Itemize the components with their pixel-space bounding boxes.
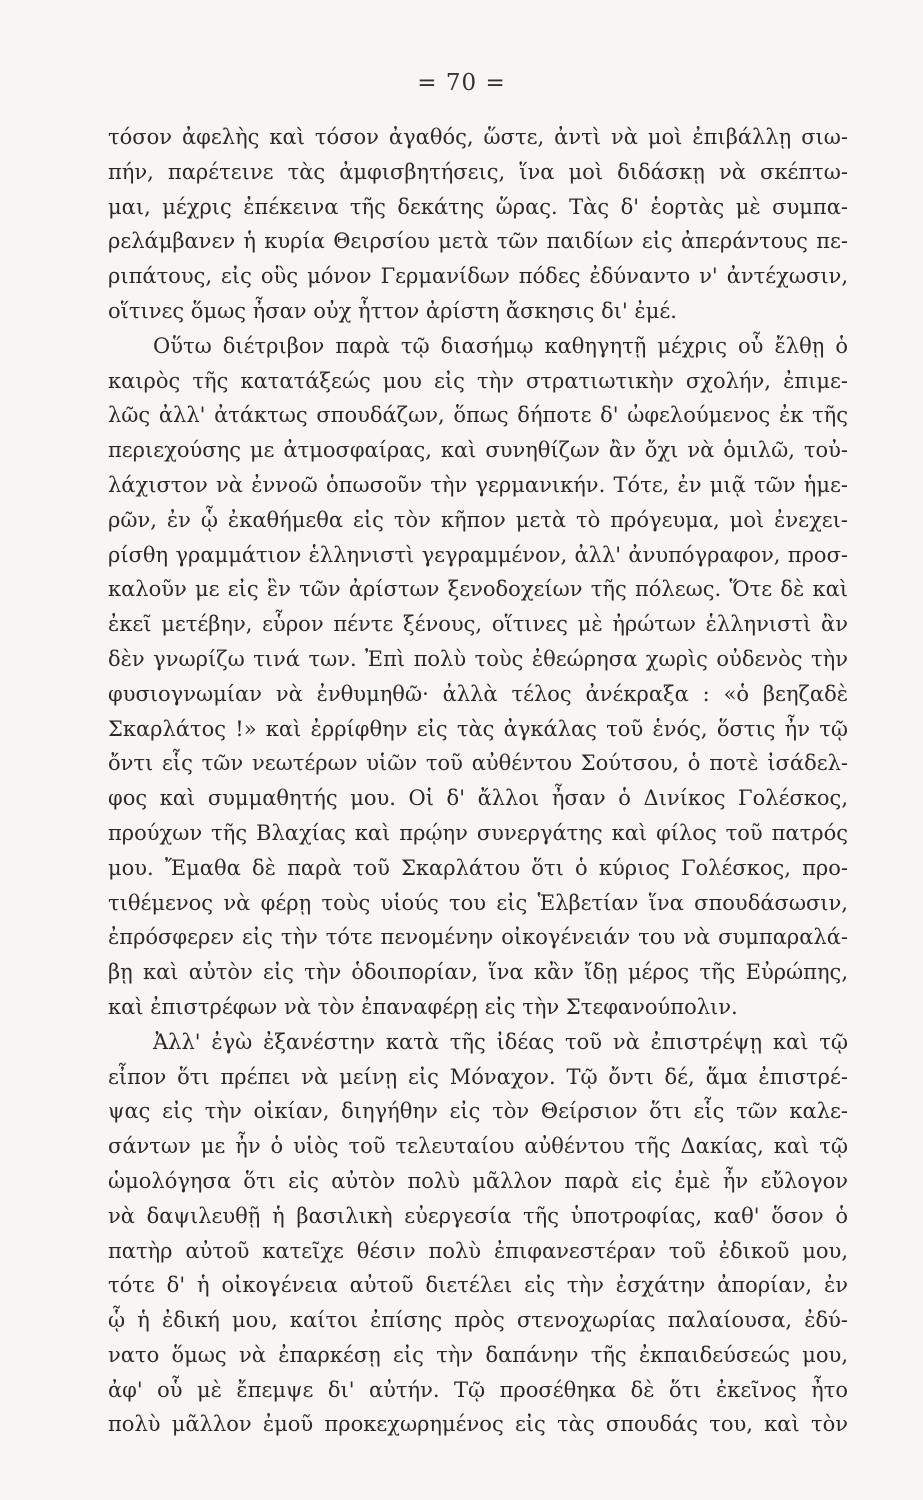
text-line: βῃ καὶ αὐτὸν εἰς τὴν ὁδοιπορίαν, ἵνα κἂν ἴδῃ μέρος τῆς Εὐρώπης, — [108, 960, 848, 985]
text-line: νὰ δαψιλευθῇ ἡ βασιλικὴ εὐεργεσία τῆς ὑποτροφίας, καθ' ὅσον ὁ — [108, 1203, 848, 1228]
text-line: τιθέμενος νὰ φέρῃ τοὺς υἱούς του εἰς Ἑλβετίαν ἵνα σπουδάσωσιν, — [108, 890, 848, 915]
text-line: τόσον ἀφελὴς καὶ τόσον ἀγαθός, ὥστε, ἀντὶ νὰ μοὶ ἐπιβάλλῃ σιω- — [108, 125, 848, 149]
text-line: ρελάμβανεν ἡ κυρία Θειρσίου μετὰ τῶν παιδίων εἰς ἀπεράντους πε- — [108, 229, 848, 254]
text-line: ᾧ ἡ ἐδική μου, καίτοι ἐπίσης πρὸς στενοχωρίας παλαίουσα, ἐδύ- — [108, 1308, 848, 1333]
text-line: καλοῦν με εἰς ἓν τῶν ἀρίστων ξενοδοχείων τῆς πόλεως. Ὅτε δὲ καὶ — [108, 577, 848, 602]
text-line: καιρὸς τῆς κατατάξεώς μου εἰς τὴν στρατιωτικὴν σχολήν, ἐπιμε- — [108, 368, 848, 393]
text-line: δὲν γνωρίζω τινά των. Ἐπὶ πολὺ τοὺς ἐθεώρησα χωρὶς οὐδενὸς τὴν — [108, 646, 848, 671]
text-line: νατο ὅμως νὰ ἐπαρκέσῃ εἰς τὴν δαπάνην τῆς ἐκπαιδεύσεώς μου, — [108, 1342, 848, 1367]
text-line: ὡμολόγησα ὅτι εἰς αὐτὸν πολὺ μᾶλλον παρὰ εἰς ἐμὲ ἦν εὔλογον — [108, 1168, 848, 1193]
text-line: περιεχούσης με ἀτμοσφαίρας, καὶ συνηθίζων ἂν ὄχι νὰ ὁμιλῶ, τοὐ- — [108, 438, 848, 463]
text-line: λῶς ἀλλ' ἀτάκτως σπουδάζων, ὅπως δήποτε δ' ὠφελούμενος ἐκ τῆς — [108, 403, 848, 428]
page-number: = 70 = — [417, 70, 506, 96]
body-text — [108, 120, 848, 1442]
text-line: Σκαρλάτος !» καὶ ἐρρίφθην εἰς τὰς ἀγκάλας τοῦ ἑνός, ὅστις ἦν τῷ — [108, 716, 848, 741]
text-line: πολὺ μᾶλλον ἐμοῦ προκεχωρημένος εἰς τὰς σπουδάς του, καὶ τὸν — [108, 1412, 848, 1437]
text-line: ριπάτους, εἰς οὓς μόνον Γερμανίδων πόδες ἐδύναντο ν' ἀντέχωσιν, — [108, 264, 848, 289]
text-line: Οὕτω διέτριβον παρὰ τῷ διασήμῳ καθηγητῇ μέχρις οὗ ἔλθῃ ὁ — [153, 333, 848, 358]
text-line: ἀφ' οὗ μὲ ἔπεμψε δι' αὐτήν. Τῷ προσέθηκα δὲ ὅτι ἐκεῖνος ἦτο — [108, 1377, 848, 1402]
text-line: ρῶν, ἐν ᾧ ἐκαθήμεθα εἰς τὸν κῆπον μετὰ τὸ πρόγευμα, μοὶ ἐνεχει- — [108, 507, 848, 532]
text-line: λάχιστον νὰ ἐννοῶ ὁπωσοῦν τὴν γερμανικήν. Τότε, ἐν μιᾷ τῶν ἡμε- — [108, 472, 848, 497]
text-line: φος καὶ συμμαθητής μου. Οἱ δ' ἄλλοι ἦσαν ὁ Δινίκος Γολέσκος, — [108, 786, 848, 811]
text-line: ψας εἰς τὴν οἰκίαν, διηγήθην εἰς τὸν Θείρσιον ὅτι εἷς τῶν καλε- — [108, 1099, 848, 1124]
text-line: ρίσθη γραμμάτιον ἑλληνιστὶ γεγραμμένον, ἀλλ' ἀνυπόγραφον, προσ- — [108, 542, 848, 567]
text-line: Ἀλλ' ἐγὼ ἐξανέστην κατὰ τῆς ἰδέας τοῦ νὰ ἐπιστρέψῃ καὶ τῷ — [153, 1029, 848, 1054]
text-line: ἐπρόσφερεν εἰς τὴν τότε πενομένην οἰκογένειάν του νὰ συμπαραλά- — [108, 925, 848, 950]
text-line: ἐκεῖ μετέβην, εὗρον πέντε ξένους, οἵτινες μὲ ἠρώτων ἑλληνιστὶ ἂν — [108, 612, 848, 637]
text-line: πατὴρ αὐτοῦ κατεῖχε θέσιν πολὺ ἐπιφανεστέραν τοῦ ἐδικοῦ μου, — [108, 1238, 848, 1263]
text-line: μαι, μέχρις ἐπέκεινα τῆς δεκάτης ὥρας. Τὰς δ' ἑορτὰς μὲ συμπα- — [108, 194, 848, 219]
text-line: προύχων τῆς Βλαχίας καὶ πρῴην συνεργάτης καὶ φίλος τοῦ πατρός — [108, 820, 848, 845]
text-line: φυσιογνωμίαν νὰ ἐνθυμηθῶ· ἀλλὰ τέλος ἀνέκραξα : «ὁ βεηζαδὲ — [108, 681, 848, 706]
text-line: σάντων με ἦν ὁ υἱὸς τοῦ τελευταίου αὐθέντου τῆς Δακίας, καὶ τῷ — [108, 1134, 848, 1159]
text-line: εἶπον ὅτι πρέπει νὰ μείνῃ εἰς Μόναχον. Τῷ ὄντι δέ, ἅμα ἐπιστρέ- — [108, 1064, 848, 1089]
text-line: τότε δ' ἡ οἰκογένεια αὐτοῦ διετέλει εἰς τὴν ἐσχάτην ἀπορίαν, ἐν — [108, 1273, 848, 1298]
text-line: οἵτινες ὅμως ἦσαν οὐχ ἧττον ἀρίστη ἄσκησις δι' ἐμέ. — [108, 298, 677, 323]
text-line: πήν, παρέτεινε τὰς ἀμφισβητήσεις, ἵνα μοὶ διδάσκῃ νὰ σκέπτω- — [108, 159, 848, 184]
text-line: ὄντι εἷς τῶν νεωτέρων υἱῶν τοῦ αὐθέντου Σούτσου, ὁ ποτὲ ἰσάδελ- — [108, 751, 848, 776]
text-line: καὶ ἐπιστρέφων νὰ τὸν ἐπαναφέρῃ εἰς τὴν Στεφανούπολιν. — [108, 994, 738, 1019]
text-line: μου. Ἔμαθα δὲ παρὰ τοῦ Σκαρλάτου ὅτι ὁ κύριος Γολέσκος, προ- — [108, 855, 848, 880]
